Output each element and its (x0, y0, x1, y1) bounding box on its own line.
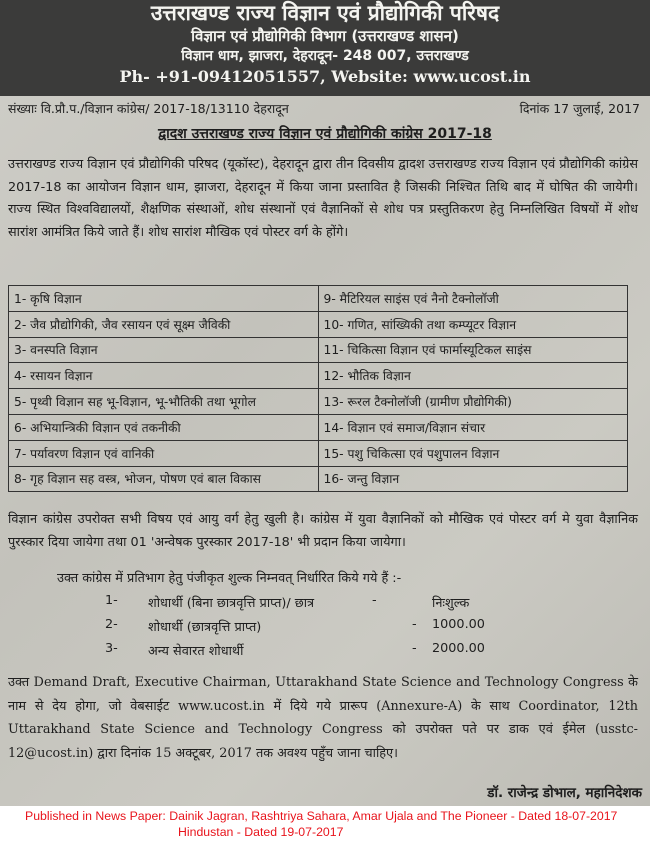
subject-cell: 7- पर्यावरण विज्ञान एवं वानिकी (9, 440, 319, 466)
subject-cell: 1- कृषि विज्ञान (9, 286, 319, 312)
contact: Ph- +91-09412051557, Website: www.ucost.in (119, 67, 531, 86)
address: विज्ञान धाम, झाजरा, देहरादून- 248 007, उत्तराखण्ड (181, 48, 469, 64)
subjects-table (8, 285, 628, 492)
subject-cell: 10- गणित, सांख्यिकी तथा कम्प्यूटर विज्ञान (318, 311, 628, 337)
table-row (9, 466, 628, 492)
fee-no: 1- (105, 593, 118, 608)
notice-title: द्वादश उत्तराखण्ड राज्य विज्ञान एवं प्रौद्योगिकी कांग्रेस 2017-18 (158, 126, 492, 142)
subject-cell: 14- विज्ञान एवं समाज/विज्ञान संचार (318, 414, 628, 440)
table-row (9, 363, 628, 389)
footer-line1: Published in News Paper: Dainik Jagran, Rashtriya Sahara, Amar Ujala and The Pioneer - Dated 18-07-2017 (25, 809, 618, 823)
subject-cell: 11- चिकित्सा विज्ञान एवं फार्मास्यूटिकल साइंस (318, 337, 628, 363)
fee-who: शोधार्थी (बिना छात्रवृत्ति प्राप्त)/ छात्र (148, 596, 315, 611)
table-row (9, 311, 628, 337)
fee-no: 2- (105, 617, 118, 632)
fee-amount: 1000.00 (432, 617, 485, 632)
fee-who: अन्य सेवारत शोधार्थी (148, 644, 244, 659)
letterhead (0, 0, 650, 96)
signature: डॉ. राजेन्द्र डोभाल, महानिदेशक (487, 785, 642, 801)
fee-who: शोधार्थी (छात्रवृत्ति प्राप्त) (148, 620, 262, 635)
table-row (9, 337, 628, 363)
notice-date: दिनांक 17 जुलाई, 2017 (519, 101, 640, 116)
fee-dash: - (372, 593, 377, 608)
intro-paragraph: उत्तराखण्ड राज्य विज्ञान एवं प्रौद्योगिकी परिषद (यूकॉस्ट), देहरादून द्वारा तीन दिवसीय द्वादश उत्तराखण्ड राज्य विज्ञान एवं प्रौद्योगिकी कांग्रेस 2017-18 का आयोजन विज्ञान धाम, झाजरा, देहरादून में किया जाना प्रस्तावित है जिसकी निश्चित तिथि बाद में घोषित की जायेगी। राज्य स्थित विश्वविद्यालयों, शैक्षणिक संस्थाओं, शोध संस्थानों एवं वैज्ञानिकों से शोध पत्र प्रस्तुतिकरण हेतु निम्नलिखित विषयों में शोध सारांश आमंत्रित किये जाते हैं। शोध सारांश मौखिक एवं पोस्टर वर्ग के होंगे। (8, 157, 638, 240)
table-row (9, 389, 628, 415)
table-row (9, 286, 628, 312)
subject-cell: 13- रूरल टैक्नोलॉजी (ग्रामीण प्रौद्योगिकी) (318, 389, 628, 415)
fee-intro: उक्त कांग्रेस में प्रतिभाग हेतु पंजीकृत शुल्क निम्नवत् निर्धारित किये गये हैं :- (57, 571, 402, 586)
subject-cell: 4- रसायन विज्ञान (9, 363, 319, 389)
subject-cell: 15- पशु चिकित्सा एवं पशुपालन विज्ञान (318, 440, 628, 466)
subject-cell: 3- वनस्पति विज्ञान (9, 337, 319, 363)
publication-footer (0, 808, 650, 840)
open-note: विज्ञान कांग्रेस उपरोक्त सभी विषय एवं आयु वर्ग हेतु खुली है। कांग्रेस में युवा वैज्ञानिकों को मौखिक एवं पोस्टर वर्ग मे युवा वैज्ञानिक पुरस्कार दिया जायेगा तथा 01 'अन्वेषक पुरस्कार 2017-18' भी प्रदान किया जायेगा। (8, 512, 638, 550)
subject-cell: 12- भौतिक विज्ञान (318, 363, 628, 389)
reference-number: संख्याः वि.प्रौ.प./विज्ञान कांग्रेस/ 2017-18/13110 देहरादून (8, 101, 289, 116)
fee-amount: 2000.00 (432, 641, 485, 656)
fee-amount: निःशुल्क (432, 596, 470, 611)
footer-line2: Hindustan - Dated 19-07-2017 (178, 825, 344, 839)
subject-cell: 16- जन्तु विज्ञान (318, 466, 628, 492)
table-row (9, 440, 628, 466)
fee-dash: - (412, 641, 417, 656)
subject-cell: 2- जैव प्रौद्योगिकी, जैव रसायन एवं सूक्ष्म जैविकी (9, 311, 319, 337)
subject-cell: 6- अभियान्त्रिकी विज्ञान एवं तकनीकी (9, 414, 319, 440)
submission-paragraph: उक्त Demand Draft, Executive Chairman, Uttarakhand State Science and Technology Congress के नाम से देय होगा, जो वेबसाईट www.ucost.in में दिये गये प्रारूप (Annexure-A) के साथ Coordinator, 12th Uttarakhand State Science and Technology Congress को उपरोक्त पते पर डाक एवं ईमेल (usstc-12@ucost.in) द्वारा दिनांक 15 अक्टूबर, 2017 तक अवश्य पहुँच जाना चाहिए। (8, 675, 638, 761)
subject-cell: 5- पृथ्वी विज्ञान सह भू-विज्ञान, भू-भौतिकी तथा भूगोल (9, 389, 319, 415)
subject-cell: 9- मैटिरियल साइंस एवं नैनो टैक्नोलॉजी (318, 286, 628, 312)
subject-cell: 8- गृह विज्ञान सह वस्त्र, भोजन, पोषण एवं बाल विकास (9, 466, 319, 492)
fee-no: 3- (105, 641, 118, 656)
department: विज्ञान एवं प्रौद्योगिकी विभाग (उत्तराखण्ड शासन) (191, 27, 459, 45)
fee-dash: - (412, 617, 417, 632)
table-row (9, 414, 628, 440)
org-name: उत्तराखण्ड राज्य विज्ञान एवं प्रौद्योगिकी परिषद (150, 1, 500, 25)
